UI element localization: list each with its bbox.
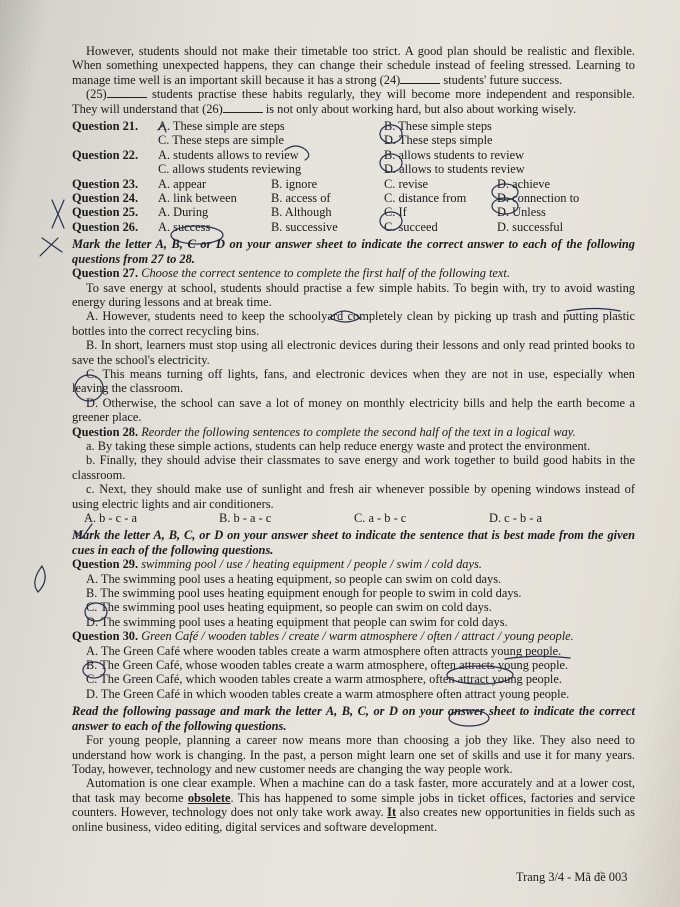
pen-circle <box>380 154 402 172</box>
option-c: C. a - b - c <box>354 511 407 525</box>
option-d: D. allows to students review <box>384 162 525 177</box>
option-c: C. allows students reviewing <box>158 162 302 177</box>
section-instruction: Mark the letter A, B, C or D on your answer sheet to indicate the correct answer to each of the following questions from 27 to 28. <box>72 237 635 266</box>
option-d: D. connection to <box>497 191 580 206</box>
option-d: D. c - b - a <box>489 511 542 525</box>
option-b: B. The Green Café, whose wooden tables create a warm atmosphere, often attracts young people. <box>86 658 569 673</box>
option-b: B. b - a - c <box>219 511 272 525</box>
pen-mark <box>35 566 45 592</box>
question-label: Question 22. <box>72 147 139 162</box>
option-c: C. revise <box>384 176 429 191</box>
underlined-word: It <box>387 805 397 820</box>
passage-text: However, students should not make their timetable too strict. A good plan should be realistic and flexible. When something unexpected happens, they can change their schedule instead of feeling stressed. Learning to manage time well is an important skill because it has a strong (24) <box>72 44 635 87</box>
option-b: B. successive <box>271 219 338 234</box>
reading-text: Automation is one clear example. When a machine can do a task faster, more accurately and at a lower cost, that task may become <box>72 776 635 805</box>
question-label: Question 30. <box>72 629 139 644</box>
pen-circle <box>447 666 513 684</box>
option-d: D. Unless <box>497 205 546 220</box>
option-c: C. The swimming pool uses heating equipment, so people can swim on cold days. <box>86 600 492 615</box>
option-a: A. During <box>158 205 209 220</box>
pen-underline <box>567 309 620 312</box>
pen-circle <box>449 710 489 726</box>
pen-underline <box>505 656 570 659</box>
option-b: B. allows students to review <box>384 147 525 162</box>
option-a: A. The swimming pool uses a heating equipment, so people can swim on cold days. <box>86 571 502 586</box>
option-c: C. This means turning off lights, fans, and electronic devices when they are not in use, especially when leaving the classroom. <box>72 366 635 396</box>
pen-loop <box>330 311 360 322</box>
option-a: A. b - c - a <box>84 511 137 525</box>
question-27-text: To save energy at school, students should practise a few simple habits. To begin with, try to avoid wasting energy during lessons and at break time. <box>72 280 635 309</box>
option-a: A. success <box>158 219 211 234</box>
page-footer: Trang 3/4 - Mã đề 003 <box>516 870 628 884</box>
option-d: D. achieve <box>497 176 550 191</box>
option-d: D. successful <box>497 219 564 234</box>
pen-tick <box>158 124 166 132</box>
question-prompt: Reorder the following sentences to complete the second half of the text in a logical way. <box>138 424 576 439</box>
question-cue: Green Café / wooden tables / create / warm atmosphere / often / attract / young people. <box>138 629 574 644</box>
question-label: Question 21. <box>72 119 139 134</box>
option-a: A. students allows to review <box>158 147 299 162</box>
pen-circle <box>380 212 402 230</box>
passage-text: students practise these habits regularly, they will become more independent and responsible. They will understand that (26) <box>72 87 635 116</box>
question-label: Question 24. <box>72 191 139 206</box>
question-label: Question 29. <box>72 557 139 572</box>
cross-mark <box>40 238 62 256</box>
sentence-a: a. By taking these simple actions, students can help reduce energy waste and protect the environment. <box>86 438 591 453</box>
question-label: Question 25. <box>72 205 139 220</box>
cross-mark <box>52 200 64 228</box>
pen-scribble <box>285 146 309 160</box>
option-b: B. The swimming pool uses heating equipment enough for people to swim in cold days. <box>86 586 522 601</box>
option-a: A. The Green Café where wooden tables create a warm atmosphere often attracts young people. <box>86 643 562 658</box>
option-b: B. ignore <box>271 176 318 191</box>
option-b: B. These simple steps <box>384 119 492 134</box>
option-c: C. The Green Café, which wooden tables create a warm atmosphere, often attract young people. <box>86 672 562 687</box>
reading-text: . This has happened to some simple jobs in ticket offices, factories and service counters. However, technology does not only take work away. <box>72 790 635 820</box>
option-b: B. Although <box>271 205 332 220</box>
option-c: C. If <box>384 205 407 220</box>
sentence-c: c. Next, they should make use of sunlight and fresh air whenever possible by opening windows instead of using electric lights and air conditioners. <box>72 482 635 511</box>
passage-text: is not only about working hard, but also about working wisely. <box>262 101 577 116</box>
pen-circle <box>171 226 223 244</box>
sentence-b: b. Finally, they should advise their classmates to save energy and work together to build good habits in the classroom. <box>72 453 635 482</box>
option-d: D. Otherwise, the school can save a lot of money on monthly electricity bills and help the earth become a greener place. <box>72 395 635 425</box>
reading-paragraph-1: For young people, planning a career now means more than choosing a job they like. They also need to understand how work is changing. In the past, a person might learn one set of skills and use it for many years. Today, however, technology and new customer needs are changing the way people work. <box>72 733 635 776</box>
pen-circle <box>75 375 103 401</box>
question-label: Question 27. <box>72 266 139 281</box>
question-prompt: Choose the correct sentence to complete the first half of the following text. <box>138 266 510 281</box>
option-d: D. These steps simple <box>384 133 493 148</box>
option-a: A. However, students need to keep the schoolyard completely clean by picking up trash and putting plastic bottles into the correct recycling bins. <box>72 309 635 338</box>
option-a: A. These simple are steps <box>158 119 285 134</box>
reading-text: also creates new opportunities in fields such as online business, video editing, digital services and software development. <box>72 805 635 834</box>
question-label: Question 26. <box>72 219 139 234</box>
passage-text: students' future success. <box>440 72 563 87</box>
question-cue: swimming pool / use / heating equipment / people / swim / cold days. <box>138 557 482 572</box>
underlined-word: obsolete <box>187 790 231 805</box>
section-instruction: Mark the letter A, B, C, or D on your answer sheet to indicate the sentence that is best made from the given cues in each of the following questions. <box>72 528 635 557</box>
option-b: B. access of <box>271 191 331 206</box>
question-label: Question 28. <box>72 424 139 439</box>
question-label: Question 23. <box>72 176 139 191</box>
option-c: C. distance from <box>384 191 467 206</box>
option-d: D. The Green Café in which wooden tables create a warm atmosphere often attract young people. <box>86 686 570 701</box>
blank-number-25: (25) <box>86 87 107 102</box>
pen-circle <box>85 603 107 621</box>
section-instruction: Read the following passage and mark the letter A, B, C, or D on your answer sheet to indicate the correct answer to each of the following questions. <box>72 704 635 733</box>
option-a: A. appear <box>158 176 207 191</box>
pen-circle <box>83 662 105 678</box>
pen-tick <box>75 524 92 538</box>
pen-circle <box>380 125 402 143</box>
option-a: A. link between <box>158 191 237 206</box>
option-c: C. These steps are simple <box>158 133 285 148</box>
option-c: C. succeed <box>384 219 438 234</box>
option-d: D. The swimming pool uses a heating equipment that people can swim for cold days. <box>86 614 508 629</box>
option-b: B. In short, learners must stop using all electronic devices during their lessons and only read printed books to save the school's electricity. <box>72 338 635 367</box>
